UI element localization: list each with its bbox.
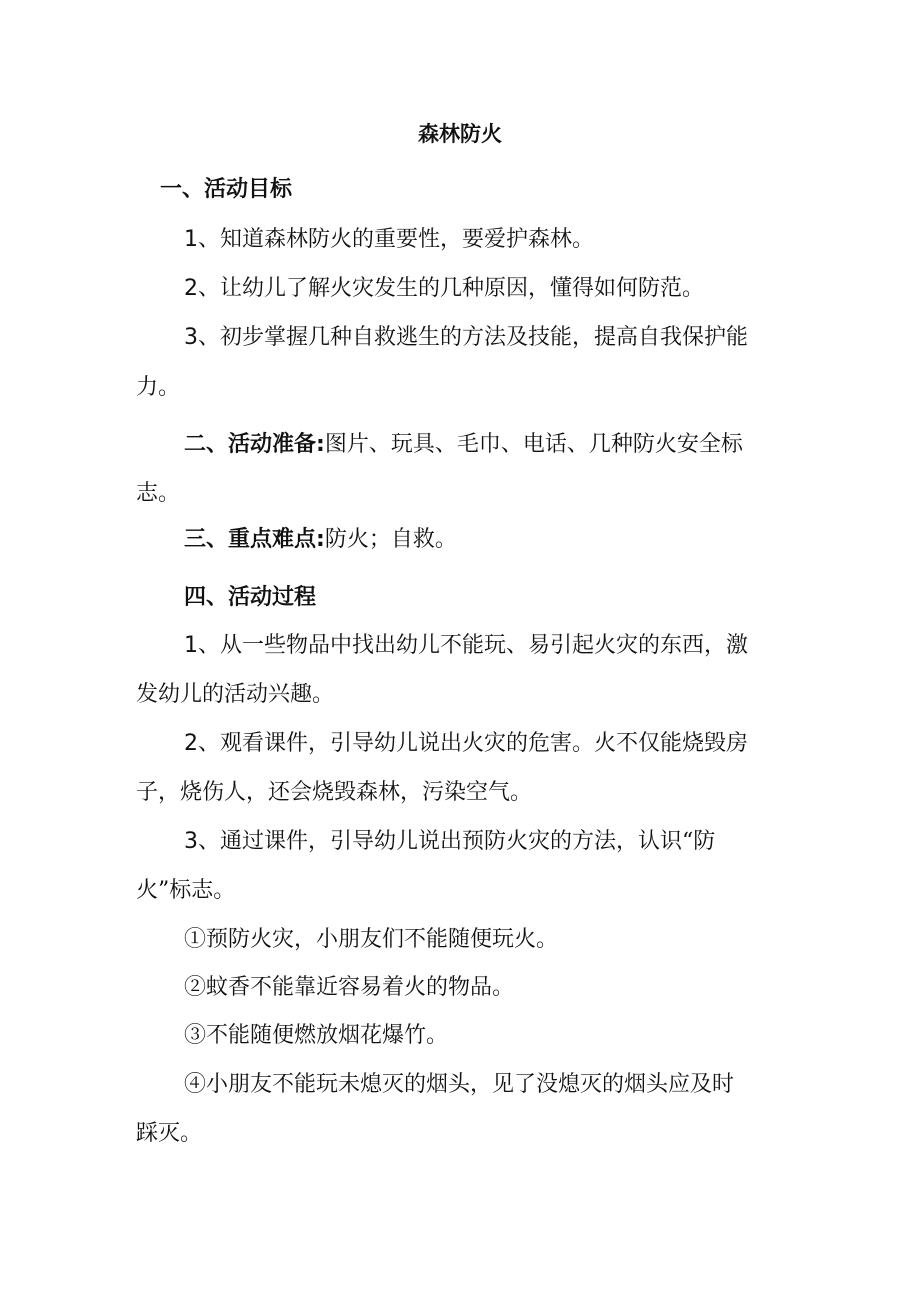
goal-item-2 bbox=[184, 273, 704, 305]
process-item-1-text: 、从一些物品中找出幼儿不能玩、易引起火灾的东西，激 bbox=[198, 633, 749, 658]
goal-item-3-number: 3 bbox=[184, 325, 198, 350]
process-item-1-continuation: 发幼儿的活动兴趣。 bbox=[136, 682, 335, 707]
goal-item-2-number: 2 bbox=[184, 276, 198, 301]
process-sub-item-3: ③不能随便燃放烟花爆竹。 bbox=[184, 1023, 449, 1048]
section-heading-process: 四、活动过程 bbox=[184, 585, 317, 610]
process-item-1 bbox=[184, 630, 748, 662]
document-title: 森林防火 bbox=[418, 122, 502, 146]
goal-item-2-text: 、让幼儿了解火灾发生的几种原因，懂得如何防范。 bbox=[198, 276, 705, 301]
process-sub-item-1: ①预防火灾，小朋友们不能随便玩火。 bbox=[184, 927, 559, 952]
process-sub-item-4-continuation: 踩灭。 bbox=[136, 1121, 203, 1146]
process-item-3-text: 、通过课件，引导幼儿说出预防火灾的方法，认识“防 bbox=[198, 829, 716, 854]
process-item-3 bbox=[184, 826, 715, 858]
process-item-2 bbox=[184, 728, 748, 760]
process-item-3-continuation: 火”标志。 bbox=[136, 878, 236, 903]
process-item-3-number: 3 bbox=[184, 829, 198, 854]
section-heading-goals: 一、活动目标 bbox=[160, 177, 293, 202]
key-points-text: 防火；自救。 bbox=[324, 527, 457, 552]
process-item-2-text: 、观看课件，引导幼儿说出火灾的危害。火不仅能烧毁房 bbox=[198, 731, 749, 756]
process-item-1-number: 1 bbox=[184, 633, 198, 658]
process-item-2-continuation: 子，烧伤人，还会烧毁森林，污染空气。 bbox=[136, 780, 533, 805]
goal-item-1 bbox=[184, 224, 594, 256]
preparation-continuation: 志。 bbox=[136, 481, 181, 506]
process-sub-item-4: ④小朋友不能玩未熄灭的烟头，见了没熄灭的烟头应及时 bbox=[184, 1072, 735, 1097]
goal-item-3-continuation: 力。 bbox=[136, 375, 181, 400]
goal-item-1-text: 、知道森林防火的重要性，要爱护森林。 bbox=[198, 227, 595, 252]
section-key-points bbox=[184, 524, 457, 556]
goal-item-3 bbox=[184, 322, 748, 354]
goal-item-1-number: 1 bbox=[184, 227, 198, 252]
section-heading-preparation: 二、活动准备: bbox=[184, 432, 325, 457]
process-item-2-number: 2 bbox=[184, 731, 198, 756]
goal-item-3-text: 、初步掌握几种自救逃生的方法及技能，提高自我保护能 bbox=[198, 325, 749, 350]
process-sub-item-2: ②蚊香不能靠近容易着火的物品。 bbox=[184, 975, 515, 1000]
section-heading-key-points: 三、重点难点: bbox=[184, 527, 325, 552]
preparation-text: 图片、玩具、毛巾、电话、几种防火安全标 bbox=[324, 432, 743, 457]
section-preparation bbox=[184, 429, 743, 461]
